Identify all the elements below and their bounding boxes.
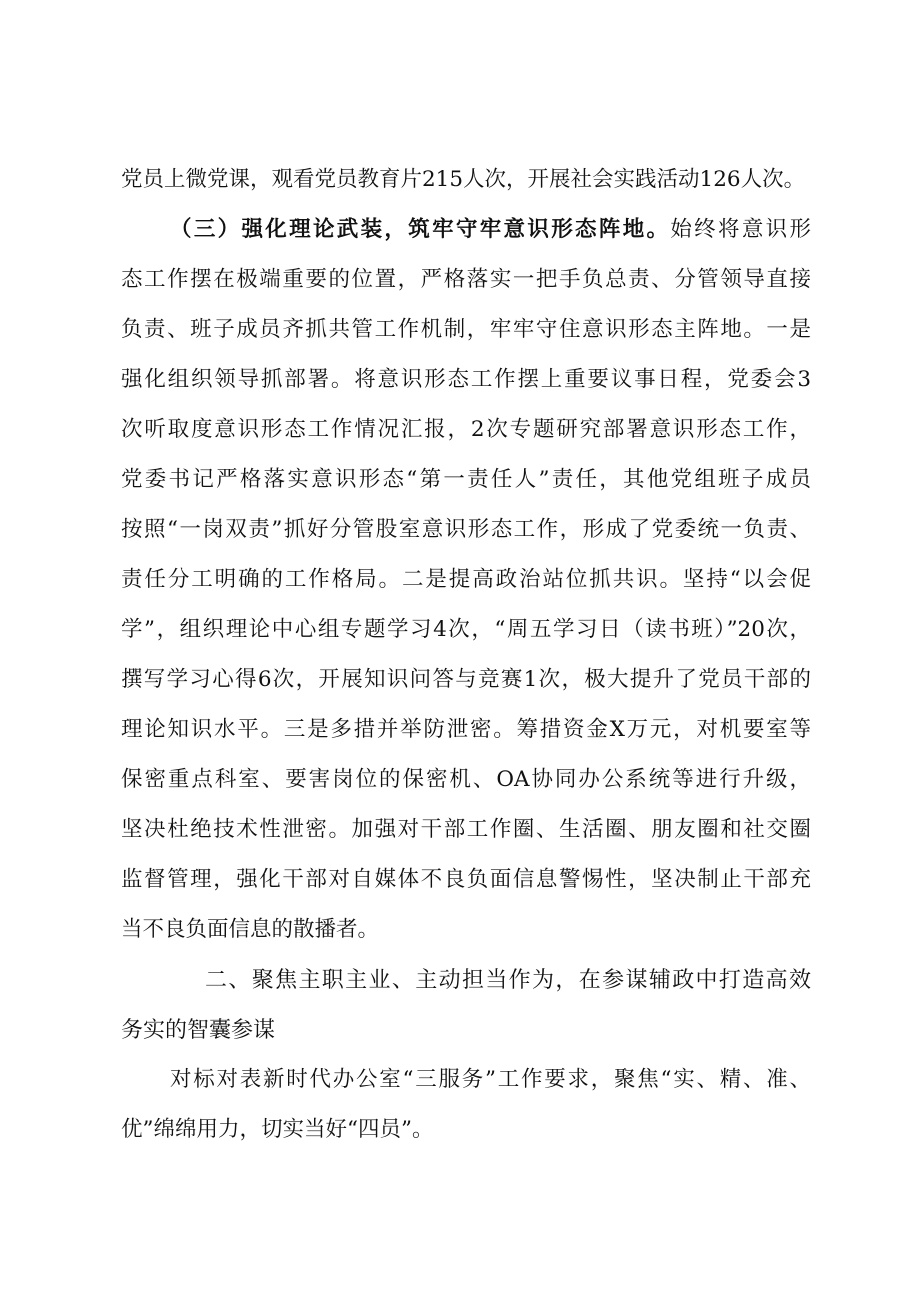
text-line: 学”，组织理论中心组专题学习4次，“周五学习日（读书班）”20次， — [121, 617, 811, 642]
text-line: 保密重点科室、要害岗位的保密机、OA协同办公系统等进行升级， — [121, 767, 811, 792]
text-line: 强化组织领导抓部署。将意识形态工作摆上重要议事日程，党委会3 — [121, 367, 811, 392]
paragraph-line: 对标对表新时代办公室“三服务”工作要求，聚焦“实、精、准、 — [170, 1067, 811, 1092]
text-line: 监督管理，强化干部对自媒体不良负面信息警惕性，坚决制止干部充 — [121, 867, 811, 892]
text-line: 党委书记严格落实意识形态“第一责任人”责任，其他党组班子成员 — [121, 467, 811, 492]
text-line: 党员上微党课，观看党员教育片215人次，开展社会实践活动126人次。 — [121, 167, 806, 192]
text-line: 次听取度意识形态工作情况汇报，2次专题研究部署意识形态工作， — [121, 417, 811, 442]
text-line: 责任分工明确的工作格局。二是提高政治站位抓共识。坚持“以会促 — [121, 567, 811, 592]
paragraph-line: 优”绵绵用力，切实当好“四员”。 — [121, 1117, 434, 1142]
section-3-title: （三）强化理论武装，筑牢守牢意识形态阵地。 — [170, 217, 671, 242]
text-line: 理论知识水平。三是多措并举防泄密。筹措资金X万元，对机要室等 — [121, 717, 811, 742]
text-line: 按照“一岗双责”抓好分管股室意识形态工作，形成了党委统一负责、 — [121, 517, 811, 542]
text-line: 撰写学习心得6次，开展知识问答与竞赛1次，极大提升了党员干部的 — [121, 667, 811, 692]
text-line: 坚决杜绝技术性泄密。加强对干部工作圈、生活圈、朋友圈和社交圈 — [121, 817, 811, 842]
section-heading-line-2: 务实的智囊参谋 — [121, 1018, 276, 1043]
section-3-lead: 始终将意识形 — [670, 217, 811, 242]
text-line: 态工作摆在极端重要的位置，严格落实一把手负总责、分管领导直接 — [121, 267, 811, 292]
section-heading-line-1: 二、聚焦主职主业、主动担当作为，在参谋辅政中打造高效 — [205, 968, 811, 993]
text-line: 当不良负面信息的散播者。 — [121, 917, 380, 942]
section-3-first-line — [170, 215, 811, 245]
text-line: 负责、班子成员齐抓共管工作机制，牢牢守住意识形态主阵地。一是 — [121, 317, 811, 342]
